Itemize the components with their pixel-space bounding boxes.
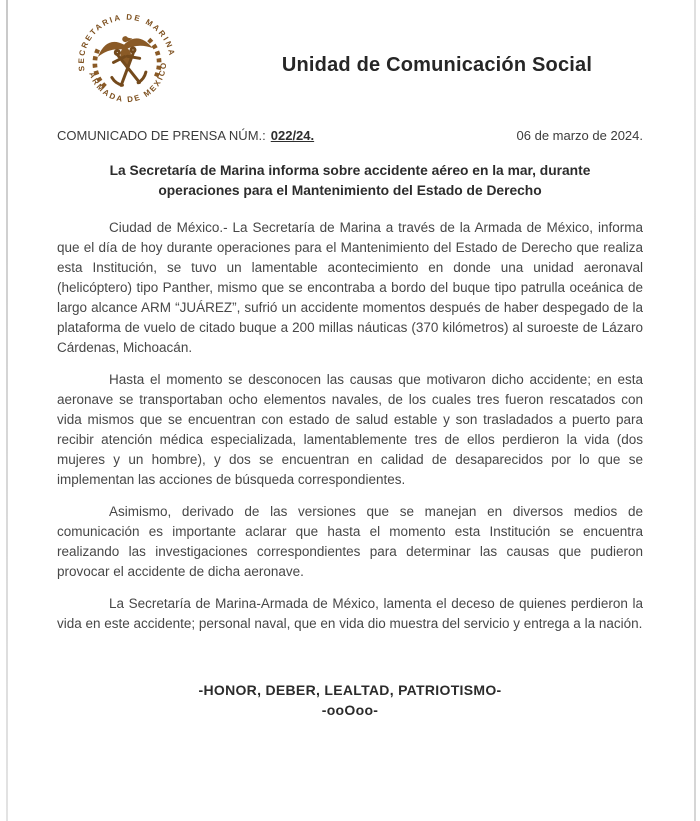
page-edge-left <box>6 0 8 821</box>
page-edge-right <box>694 0 696 821</box>
press-release-meta <box>57 128 643 143</box>
page-title: Unidad de Comunicación Social <box>281 54 593 76</box>
paragraph-1: Ciudad de México.- La Secretaría de Marina a través de la Armada de México, informa que el día de hoy durante operaciones para el Mantenimiento del Estado de Derecho que realiza esta Institución, se tuvo un lamentable acontecimiento en donde una unidad aeronaval (helicóptero) tipo Panther, mismo que se encontraba a bordo del buque tipo patrulla oceánica de largo alcance ARM “JUÁREZ”, sufrió un accidente momentos después de haber despegado de la plataforma de vuelo de citado buque a 200 millas náuticas (370 kilómetros) al suroeste de Lázaro Cárdenas, Michoacán. <box>57 220 643 356</box>
seal-bottom-text: ARMADA DE MEXICO <box>87 60 169 105</box>
document-header <box>0 0 700 116</box>
release-date: 06 de marzo de 2024. <box>516 128 643 143</box>
release-number-line <box>57 128 314 143</box>
paragraph-3: Asimismo, derivado de las versiones que se manejan en diversos medios de comunicación es importante aclarar que hasta el momento esta Institución se encuentra realizando las investigaciones correspondientes para determinar las causas que pudieron provocar el accidente de dicha aeronave. <box>57 504 643 580</box>
headline-line2: operaciones para el Mantenimiento del Estado de Derecho <box>158 182 542 198</box>
paragraph-4: La Secretaría de Marina-Armada de México, lamenta el deceso de quienes perdieron la vida en este accidente; personal naval, que en vida dio muestra del servicio y entrega a la nación. <box>57 596 643 632</box>
semar-seal-logo <box>48 10 206 116</box>
press-release-body <box>57 218 643 634</box>
seal-top-text: SECRETARIA DE MARINA <box>76 12 177 72</box>
headline-line1: La Secretaría de Marina informa sobre accidente aéreo en la mar, durante <box>109 163 591 178</box>
navy-motto: -HONOR, DEBER, LEALTAD, PATRIOTISMO- <box>198 682 502 699</box>
closing-separator: -ooOoo- <box>321 702 379 719</box>
headline <box>70 161 630 200</box>
paragraph-2: Hasta el momento se desconocen las causas que motivaron dicho accidente; en esta aeronave se transportaban ocho elementos navales, de los cuales tres fueron rescatados con vida mismos que se encuentran con estado de salud estable y son trasladados a puerto para recibir atención médica especializada, lamentablemente tres de ellos perdieron la vida (dos mujeres y un hombre), y dos se encuentran en calidad de desaparecidos por lo que se implementan las acciones de búsqueda correspondientes. <box>57 372 643 488</box>
release-number: 022/24. <box>270 128 315 143</box>
seal-svg <box>48 10 206 116</box>
document-footer <box>0 680 700 721</box>
release-label: COMUNICADO DE PRENSA NÚM.: <box>57 128 266 143</box>
